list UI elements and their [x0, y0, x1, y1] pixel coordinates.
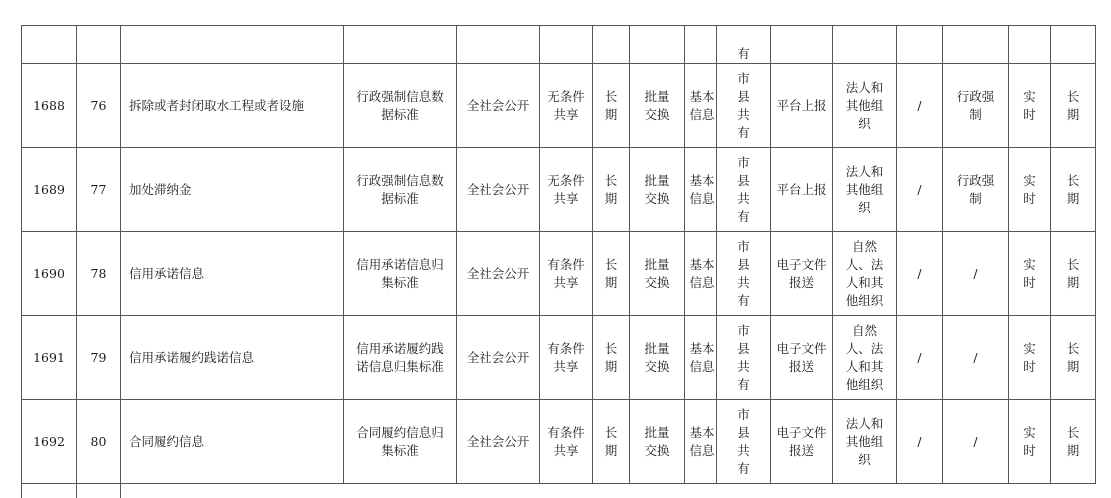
cell-blank — [593, 26, 630, 64]
cell-number — [77, 400, 121, 484]
number-text: 79 — [91, 350, 107, 365]
cell-blank — [77, 26, 121, 64]
subject-text: 自然人、法人和其他组织 — [841, 238, 889, 310]
cell-info-type — [685, 64, 717, 148]
share-mode-text: 批量交换 — [642, 88, 672, 124]
cell-blank — [22, 484, 77, 498]
cell-share-type — [540, 316, 593, 400]
share-type-text: 无条件共享 — [546, 172, 586, 208]
cell-subject — [833, 148, 897, 232]
scope-text: 市县共有 — [737, 238, 750, 310]
open-attr-text: 全社会公开 — [466, 97, 530, 115]
open-attr-text: 全社会公开 — [466, 433, 530, 451]
cell-share-period — [593, 316, 630, 400]
cell-blank — [540, 26, 593, 64]
cell-share-mode — [630, 148, 685, 232]
source-text: 平台上报 — [776, 97, 828, 115]
cell-number — [77, 316, 121, 400]
cell-share-type — [540, 232, 593, 316]
info-type-text: 基本信息 — [689, 172, 715, 208]
cell-blank — [1051, 26, 1096, 64]
category-text: 行政强制 — [955, 172, 997, 208]
open-attr-text: 全社会公开 — [466, 349, 530, 367]
standard-text: 合同履约信息归集标准 — [352, 424, 448, 460]
cell-category — [943, 316, 1009, 400]
info-name-text: 拆除或者封闭取水工程或者设施 — [129, 98, 304, 113]
seq-text: 1691 — [33, 350, 65, 365]
cell-blank — [685, 26, 717, 64]
slash-text: / — [917, 266, 921, 281]
update-text: 实时 — [1023, 424, 1036, 460]
info-type-text: 基本信息 — [689, 424, 715, 460]
cell-open-attr — [457, 232, 540, 316]
cell-seq — [22, 316, 77, 400]
share-type-text: 有条件共享 — [546, 256, 586, 292]
cell-update — [1009, 148, 1051, 232]
number-text: 76 — [91, 98, 107, 113]
cell-standard — [344, 148, 457, 232]
scope-text: 市县共有 — [737, 322, 750, 394]
table-row — [22, 316, 1096, 400]
standard-text: 信用承诺信息归集标准 — [352, 256, 448, 292]
standard-text: 行政强制信息数据标准 — [352, 88, 448, 124]
cell-source — [771, 400, 833, 484]
cell-retain — [1051, 400, 1096, 484]
cell-source — [771, 148, 833, 232]
cell-info-name — [121, 316, 344, 400]
cell-blank — [344, 26, 457, 64]
standard-text: 信用承诺履约践诺信息归集标准 — [352, 340, 448, 376]
cell-update — [1009, 316, 1051, 400]
cell-source — [771, 316, 833, 400]
cell-share-period — [593, 148, 630, 232]
cell-scope-tail — [717, 26, 771, 64]
cell-update — [1009, 64, 1051, 148]
table-row-continued — [22, 26, 1096, 64]
scope-text: 市县共有 — [737, 154, 750, 226]
share-period-text: 长期 — [605, 172, 618, 208]
cell-info-type — [685, 232, 717, 316]
cell-source — [771, 232, 833, 316]
table-row — [22, 148, 1096, 232]
share-type-text: 有条件共享 — [546, 340, 586, 376]
cell-number — [77, 64, 121, 148]
cell-scope — [717, 232, 771, 316]
source-text: 电子文件报送 — [776, 424, 828, 460]
table-row — [22, 64, 1096, 148]
open-attr-text: 全社会公开 — [466, 181, 530, 199]
share-period-text: 长期 — [605, 424, 618, 460]
scope-text: 市县共有 — [737, 406, 750, 478]
cell-slash — [897, 148, 943, 232]
cell-category — [943, 232, 1009, 316]
cell-share-period — [593, 232, 630, 316]
category-text: / — [955, 349, 997, 367]
subject-text: 法人和其他组织 — [841, 163, 889, 217]
cell-standard — [344, 400, 457, 484]
update-text: 实时 — [1023, 256, 1036, 292]
cell-subject — [833, 64, 897, 148]
cell-blank — [77, 484, 121, 498]
update-text: 实时 — [1023, 340, 1036, 376]
update-text: 实时 — [1023, 172, 1036, 208]
cell-standard — [344, 64, 457, 148]
number-text: 80 — [91, 434, 107, 449]
cell-source — [771, 64, 833, 148]
retain-text: 长期 — [1067, 424, 1080, 460]
cell-standard — [344, 232, 457, 316]
info-name-text: 加处滞纳金 — [129, 182, 192, 197]
cell-blank — [121, 484, 1096, 498]
cell-retain — [1051, 64, 1096, 148]
cell-slash — [897, 400, 943, 484]
standard-text: 行政强制信息数据标准 — [352, 172, 448, 208]
cell-seq — [22, 64, 77, 148]
cell-scope — [717, 148, 771, 232]
cell-info-name — [121, 64, 344, 148]
source-text: 电子文件报送 — [776, 340, 828, 376]
cell-share-period — [593, 400, 630, 484]
slash-text: / — [917, 434, 921, 449]
category-text: / — [955, 265, 997, 283]
cell-open-attr — [457, 316, 540, 400]
cell-subject — [833, 400, 897, 484]
slash-text: / — [917, 182, 921, 197]
cell-scope — [717, 64, 771, 148]
cell-retain — [1051, 148, 1096, 232]
cell-share-mode — [630, 400, 685, 484]
cell-seq — [22, 232, 77, 316]
catalog-table — [21, 25, 1096, 498]
share-mode-text: 批量交换 — [642, 256, 672, 292]
cell-share-type — [540, 64, 593, 148]
slash-text: / — [917, 350, 921, 365]
cell-open-attr — [457, 148, 540, 232]
cell-seq — [22, 148, 77, 232]
cell-subject — [833, 316, 897, 400]
cell-scope — [717, 400, 771, 484]
seq-text: 1692 — [33, 434, 65, 449]
cell-open-attr — [457, 64, 540, 148]
cell-blank — [22, 26, 77, 64]
seq-text: 1688 — [33, 98, 65, 113]
share-period-text: 长期 — [605, 256, 618, 292]
cell-share-mode — [630, 232, 685, 316]
slash-text: / — [917, 98, 921, 113]
table-row — [22, 232, 1096, 316]
share-period-text: 长期 — [605, 88, 618, 124]
retain-text: 长期 — [1067, 256, 1080, 292]
cell-seq — [22, 400, 77, 484]
cell-retain — [1051, 232, 1096, 316]
cell-update — [1009, 232, 1051, 316]
scope-text: 市县共有 — [737, 70, 750, 142]
cell-info-name — [121, 400, 344, 484]
share-type-text: 有条件共享 — [546, 424, 586, 460]
cell-category — [943, 64, 1009, 148]
cell-info-type — [685, 400, 717, 484]
cell-share-type — [540, 148, 593, 232]
cell-blank — [457, 26, 540, 64]
retain-text: 长期 — [1067, 172, 1080, 208]
number-text: 78 — [91, 266, 107, 281]
cell-blank — [630, 26, 685, 64]
data-rows — [22, 64, 1096, 484]
cell-share-period — [593, 64, 630, 148]
info-name-text: 信用承诺履约践诺信息 — [129, 350, 254, 365]
subject-text: 法人和其他组织 — [841, 415, 889, 469]
info-type-text: 基本信息 — [689, 88, 715, 124]
share-period-text: 长期 — [605, 340, 618, 376]
cell-retain — [1051, 316, 1096, 400]
info-type-text: 基本信息 — [689, 256, 715, 292]
cell-blank — [943, 26, 1009, 64]
cell-update — [1009, 400, 1051, 484]
scope-tail-text: 有 — [737, 45, 750, 63]
table-row — [22, 400, 1096, 484]
catalog-table-sheet — [21, 25, 1095, 498]
update-text: 实时 — [1023, 88, 1036, 124]
cell-share-mode — [630, 64, 685, 148]
cell-standard — [344, 316, 457, 400]
table-row-continues — [22, 484, 1096, 498]
number-text: 77 — [91, 182, 107, 197]
cell-subject — [833, 232, 897, 316]
category-text: / — [955, 433, 997, 451]
subject-text: 自然人、法人和其他组织 — [841, 322, 889, 394]
seq-text: 1689 — [33, 182, 65, 197]
source-text: 平台上报 — [776, 181, 828, 199]
cell-scope — [717, 316, 771, 400]
share-mode-text: 批量交换 — [642, 424, 672, 460]
category-text: 行政强制 — [955, 88, 997, 124]
subject-text: 法人和其他组织 — [841, 79, 889, 133]
share-mode-text: 批量交换 — [642, 340, 672, 376]
cell-info-name — [121, 148, 344, 232]
cell-share-type — [540, 400, 593, 484]
retain-text: 长期 — [1067, 88, 1080, 124]
cell-share-mode — [630, 316, 685, 400]
cell-category — [943, 148, 1009, 232]
cell-info-type — [685, 316, 717, 400]
info-name-text: 信用承诺信息 — [129, 266, 204, 281]
cell-info-type — [685, 148, 717, 232]
cell-blank — [121, 26, 344, 64]
cell-blank — [897, 26, 943, 64]
cell-blank — [1009, 26, 1051, 64]
cell-number — [77, 232, 121, 316]
retain-text: 长期 — [1067, 340, 1080, 376]
cell-info-name — [121, 232, 344, 316]
cell-number — [77, 148, 121, 232]
cell-slash — [897, 316, 943, 400]
share-type-text: 无条件共享 — [546, 88, 586, 124]
cell-blank — [833, 26, 897, 64]
share-mode-text: 批量交换 — [642, 172, 672, 208]
open-attr-text: 全社会公开 — [466, 265, 530, 283]
cell-open-attr — [457, 400, 540, 484]
source-text: 电子文件报送 — [776, 256, 828, 292]
cell-slash — [897, 232, 943, 316]
cell-category — [943, 400, 1009, 484]
cell-blank — [771, 26, 833, 64]
info-type-text: 基本信息 — [689, 340, 715, 376]
cell-slash — [897, 64, 943, 148]
info-name-text: 合同履约信息 — [129, 434, 204, 449]
seq-text: 1690 — [33, 266, 65, 281]
